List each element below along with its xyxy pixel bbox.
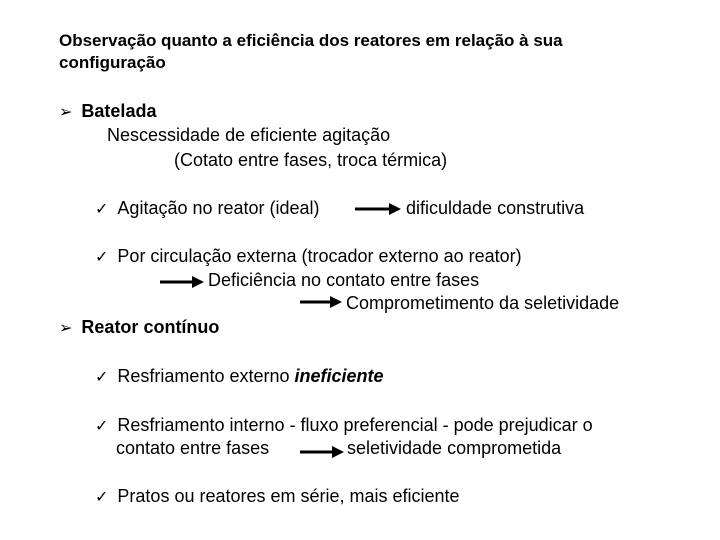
bullet-arrow-icon: ➢ bbox=[59, 320, 73, 337]
item-text-continued: contato entre fases bbox=[116, 438, 270, 458]
right-arrow-icon bbox=[300, 296, 342, 308]
item-result: seletividade comprometida bbox=[347, 438, 562, 458]
item-text: Resfriamento externo bbox=[117, 366, 290, 386]
batelada-line2: (Cotato entre fases, troca térmica) bbox=[174, 150, 448, 170]
bullet-arrow-icon: ➢ bbox=[59, 104, 73, 121]
right-arrow-icon bbox=[355, 203, 401, 215]
list-item bbox=[95, 197, 320, 221]
list-item bbox=[95, 414, 593, 438]
section-heading: Batelada bbox=[81, 101, 157, 121]
item-result: Comprometimento da seletividade bbox=[346, 293, 620, 313]
list-item bbox=[95, 485, 460, 509]
page-title-line1: Observação quanto a eficiência dos reatores em relação à sua bbox=[59, 31, 563, 50]
check-icon: ✓ bbox=[95, 418, 109, 435]
item-text: Agitação no reator (ideal) bbox=[117, 198, 320, 218]
item-text: Resfriamento interno - fluxo preferencial - pode prejudicar o bbox=[117, 415, 593, 435]
right-arrow-icon bbox=[160, 276, 204, 288]
section-heading: Reator contínuo bbox=[81, 317, 220, 337]
item-text: Por circulação externa (trocador externo ao reator) bbox=[117, 246, 522, 266]
check-icon: ✓ bbox=[95, 489, 109, 506]
check-icon: ✓ bbox=[95, 201, 109, 218]
list-item bbox=[95, 245, 522, 269]
check-icon: ✓ bbox=[95, 369, 109, 386]
section-batelada bbox=[59, 100, 156, 124]
item-text: Pratos ou reatores em série, mais eficiente bbox=[117, 486, 460, 506]
check-icon: ✓ bbox=[95, 249, 109, 266]
list-item bbox=[95, 365, 384, 389]
batelada-line1: Nescessidade de eficiente agitação bbox=[107, 125, 391, 145]
item-emphasis: ineficiente bbox=[294, 366, 384, 386]
item-result: dificuldade construtiva bbox=[406, 198, 585, 218]
item-result: Deficiência no contato entre fases bbox=[208, 270, 480, 290]
section-continuo bbox=[59, 316, 219, 340]
page-title-line2: configuração bbox=[59, 53, 166, 72]
right-arrow-icon bbox=[300, 446, 344, 458]
